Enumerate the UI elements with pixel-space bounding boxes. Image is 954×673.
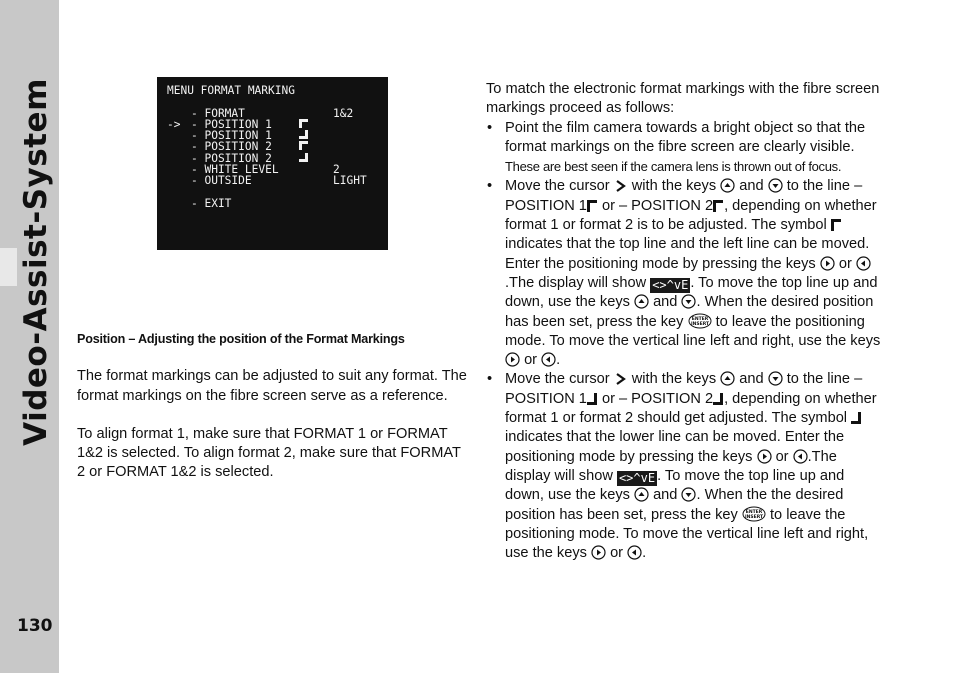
osd-item-position2-bottom: - POSITION 2 bbox=[191, 152, 272, 165]
list-item bbox=[486, 370, 881, 563]
osd-value-white-level: 2 bbox=[333, 163, 340, 176]
down-key-icon bbox=[768, 178, 783, 193]
step-text: and bbox=[739, 371, 764, 388]
step-text: indicates that the top line and the left line can be moved. Enter the positioning mode by pressing the keys bbox=[505, 236, 870, 272]
step1-note: These are best seen if the camera lens is thrown out of focus. bbox=[505, 159, 842, 175]
step-text: with the keys bbox=[631, 178, 717, 195]
right-key-icon bbox=[757, 449, 772, 464]
right-column bbox=[486, 80, 881, 563]
page-number: 130 bbox=[17, 616, 53, 636]
step-text: to leave the positioning mode. To move the vertical line left and right, use the keys bbox=[505, 506, 869, 562]
bottom-right-corner-icon bbox=[851, 411, 862, 425]
step-text: or bbox=[610, 545, 624, 562]
down-key-icon bbox=[681, 294, 696, 309]
osd-title: MENU FORMAT MARKING bbox=[167, 84, 295, 97]
step-text: with the keys bbox=[631, 371, 717, 388]
cursor-chevron-icon bbox=[614, 372, 628, 386]
paragraph-intro: The format markings can be adjusted to suit any format. The format markings on the fibre screen serve as a reference. bbox=[77, 368, 467, 404]
osd-value-format: 1&2 bbox=[333, 107, 354, 120]
osd-value-outside: LIGHT bbox=[333, 174, 367, 187]
step-text: . When the desired position has been set, press the key bbox=[505, 294, 874, 330]
step-text: , depending on whether format 1 or format 2 should get adjusted. The symbol bbox=[505, 390, 877, 427]
left-column bbox=[77, 330, 469, 502]
right-key-icon bbox=[505, 352, 520, 367]
svg-text:INSERT: INSERT bbox=[744, 514, 763, 520]
step-text: to the line bbox=[786, 371, 851, 388]
enter-insert-key-icon bbox=[688, 313, 712, 329]
step-text: . To move the top line up and down, use the keys bbox=[505, 467, 845, 504]
step-text: and bbox=[739, 178, 764, 195]
down-key-icon bbox=[768, 371, 783, 386]
sidebar bbox=[0, 0, 59, 673]
svg-text:ENTER: ENTER bbox=[745, 509, 763, 515]
right-key-icon bbox=[820, 256, 835, 271]
left-key-icon bbox=[856, 256, 871, 271]
list-item bbox=[486, 119, 881, 178]
osd-item-white-level: - WHITE LEVEL bbox=[191, 163, 279, 176]
step-text: Move the cursor bbox=[505, 371, 610, 388]
step-text: to leave the positioning mode. To move the vertical line left and right, use the keys bbox=[505, 313, 881, 349]
step-text: . bbox=[556, 352, 561, 369]
up-key-icon bbox=[634, 487, 649, 502]
step-text: and bbox=[653, 487, 678, 504]
osd-item-position1-top: - POSITION 1 bbox=[191, 118, 272, 131]
osd-item-position2-top: - POSITION 2 bbox=[191, 140, 272, 153]
up-key-icon bbox=[634, 294, 649, 309]
display-positioning-glyphs: <>^vE bbox=[652, 277, 689, 292]
top-left-corner-icon bbox=[299, 119, 308, 128]
step-text: or – POSITION 2 bbox=[601, 390, 714, 407]
instructions-intro: To match the electronic format markings with the fibre screen markings proceed as follows: bbox=[486, 81, 880, 117]
right-key-icon bbox=[591, 545, 606, 560]
step-text: – POSITION 1 bbox=[505, 371, 863, 407]
bullet: • bbox=[487, 119, 493, 136]
list-item bbox=[486, 177, 881, 370]
step-text: indicates that the lower line can be moved. Enter the positioning mode by pressing the keys bbox=[505, 429, 845, 465]
step-text: . bbox=[642, 545, 647, 562]
left-key-icon bbox=[627, 545, 642, 560]
osd-item-format: - FORMAT bbox=[191, 107, 245, 120]
step-text: or bbox=[838, 255, 852, 272]
bullet: • bbox=[487, 178, 493, 195]
osd-cursor: -> bbox=[167, 118, 181, 131]
top-left-corner-icon bbox=[713, 199, 724, 213]
step-text: Move the cursor bbox=[505, 178, 610, 195]
up-key-icon bbox=[720, 371, 735, 386]
bottom-right-corner-icon bbox=[299, 130, 308, 139]
step-text: , depending on whether format 1 or format 2 is to be adjusted. The symbol bbox=[505, 197, 877, 234]
step-text: .The display will show bbox=[505, 274, 647, 291]
svg-text:INSERT: INSERT bbox=[690, 321, 709, 327]
step1-text: Point the film camera towards a bright object so that the format markings on the fibre screen are clearly visible. bbox=[505, 119, 866, 155]
cursor-chevron-icon bbox=[614, 179, 628, 193]
osd-item-position1-bottom: - POSITION 1 bbox=[191, 129, 272, 142]
sidebar-title: Video-Assist-System bbox=[18, 78, 54, 446]
bullet: • bbox=[487, 371, 493, 388]
step-text: to the line bbox=[786, 178, 851, 195]
instruction-list bbox=[486, 119, 881, 564]
top-left-corner-icon bbox=[299, 141, 308, 150]
step-text: or – POSITION 2 bbox=[601, 197, 714, 214]
osd-item-outside: - OUTSIDE bbox=[191, 174, 252, 187]
up-key-icon bbox=[720, 178, 735, 193]
step-text: . When the the desired position has been set, press the key bbox=[505, 487, 844, 523]
step-text: or bbox=[775, 448, 789, 465]
section-heading: Position – Adjusting the position of the Format Markings bbox=[77, 332, 405, 346]
bottom-right-corner-icon bbox=[587, 392, 598, 406]
paragraph-align: To align format 1, make sure that FORMAT 1 or FORMAT 1&2 is selected. To align format 2, make sure that FORMAT 2 or FORMAT 1&2 is selected. bbox=[77, 425, 461, 481]
osd-menu-screen bbox=[157, 77, 388, 250]
step-text: .The display will show bbox=[505, 448, 837, 484]
step-text: – POSITION 1 bbox=[505, 178, 863, 214]
display-positioning-glyphs: <>^vE bbox=[618, 470, 656, 485]
top-left-corner-icon bbox=[831, 218, 842, 232]
top-left-corner-icon bbox=[587, 199, 598, 213]
svg-text:ENTER: ENTER bbox=[691, 316, 708, 322]
left-key-icon bbox=[541, 352, 556, 367]
enter-insert-key-icon bbox=[742, 506, 766, 522]
left-key-icon bbox=[793, 449, 808, 464]
step-text: or bbox=[524, 352, 538, 369]
step-text: . To move the top line up and down, use the keys bbox=[505, 274, 878, 311]
step-text: and bbox=[653, 294, 678, 311]
bottom-right-corner-icon bbox=[713, 392, 724, 406]
osd-item-exit: - EXIT bbox=[191, 197, 232, 210]
bottom-right-corner-icon bbox=[299, 153, 308, 162]
down-key-icon bbox=[681, 487, 696, 502]
sidebar-tab-marker bbox=[0, 248, 17, 286]
